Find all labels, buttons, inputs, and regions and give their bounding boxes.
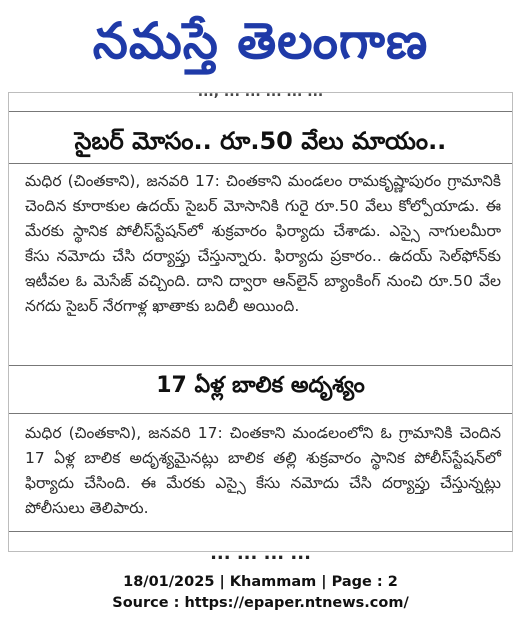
truncated-previous-text: ..., ... ... ... ... ... <box>197 84 324 100</box>
divider <box>9 163 512 164</box>
article-body: మధిర (చింతకాని), జనవరి 17: చింతకాని మండలంలోని ఓ గ్రామానికి చెందిన 17 ఏళ్ల బాలిక అదృశ్యమైనట్లు బాలిక తల్లి శుక్రవారం స్థానిక పోలీస్‌స్టేషన్‌లో ఫిర్యాదు చేసింది. ఈ మేరకు ఎస్సై కేసు నమోదు చేసి దర్యాప్తు చేస్తున్నట్లు పోలీసులు తెలిపారు. <box>25 424 501 517</box>
divider <box>9 413 512 414</box>
edition-info: 18/01/2025 | Khammam | Page : 2 <box>123 574 398 590</box>
article-headline: 17 ఏళ్ల బాలిక అదృశ్యం <box>156 373 365 398</box>
masthead-title: నమస్తే తెలంగాణ <box>92 12 429 70</box>
divider <box>9 111 512 112</box>
truncated-next-headline: ... ... ... ... <box>210 543 311 564</box>
article-body: మధిర (చింతకాని), జనవరి 17: చింతకాని మండలం రామకృష్ణాపురం గ్రామానికి చెందిన కూరాకుల ఉదయ్ సైబర్ మోసానికి గురై రూ.50 వేలు కోల్పోయాడు. ఈ మేరకు స్థానిక పోలీస్‌స్టేషన్‌లో శుక్రవారం ఫిర్యాదు చేశాడు. ఎస్సై నాగులమీరా కేసు నమోదు చేసి దర్యాప్తు చేస్తున్నారు. ఫిర్యాదు ప్రకారం.. ఉదయ్ సెల్‌ఫోన్‌కు ఇటీవల ఓ మెసేజ్ వచ్చింది. దాని ద్వారా ఆన్‌లైన్ బ్యాంకింగ్ నుంచి రూ.50 వేల నగదు సైబర్ నేరగాళ్ల ఖాతాకు బదిలీ అయింది. <box>25 172 501 315</box>
divider <box>9 365 512 366</box>
source-link[interactable]: Source : https://epaper.ntnews.com/ <box>112 595 409 611</box>
news-clipping <box>8 84 513 564</box>
article-headline: సైబర్ మోసం.. రూ.50 వేలు మాయం.. <box>74 127 447 155</box>
newspaper-masthead <box>0 0 521 82</box>
divider <box>9 531 512 532</box>
